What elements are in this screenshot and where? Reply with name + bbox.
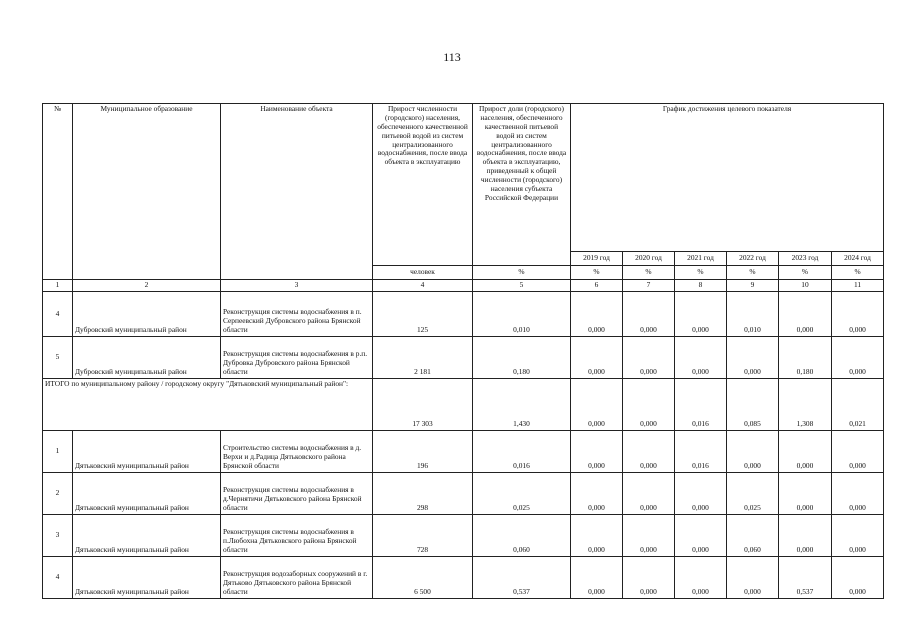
year-value: 0,000 — [571, 557, 623, 599]
municipality-name: Дятьковский муниципальный район — [73, 473, 221, 515]
row-number: 4 — [43, 557, 73, 599]
year-value: 0,016 — [675, 431, 727, 473]
table-row — [43, 292, 884, 337]
table-row — [43, 515, 884, 557]
header-growth-population: Прирост численности (городского) населения, обеспеченного качественной питьевой водой из систем централизованного водоснабжения, после ввода объекта в эксплуатацию — [373, 104, 473, 266]
year-value: 0,000 — [623, 515, 675, 557]
share-value: 0,010 — [473, 292, 571, 337]
header-no: № — [43, 104, 73, 280]
table-row — [43, 473, 884, 515]
year-value: 0,000 — [832, 473, 884, 515]
column-number: 10 — [779, 280, 832, 292]
total-row — [43, 379, 884, 431]
year-value: 0,000 — [675, 557, 727, 599]
municipality-name: Дятьковский муниципальный район — [73, 515, 221, 557]
column-number: 4 — [373, 280, 473, 292]
column-number: 6 — [571, 280, 623, 292]
municipality-name: Дубровский муниципальный район — [73, 292, 221, 337]
year-value: 0,021 — [832, 379, 884, 431]
municipality-name: Дубровский муниципальный район — [73, 337, 221, 379]
row-number: 4 — [43, 292, 73, 337]
year-value: 0,000 — [623, 337, 675, 379]
year-value: 0,000 — [675, 292, 727, 337]
year-header: 2023 год — [779, 252, 832, 266]
year-unit: % — [727, 266, 779, 280]
unit-percent: % — [473, 266, 571, 280]
municipality-name: Дятьковский муниципальный район — [73, 431, 221, 473]
share-value: 0,025 — [473, 473, 571, 515]
object-name: Реконструкция системы водоснабжения в п.Любохна Дятьковского района Брянской области — [221, 515, 373, 557]
object-name: Реконструкция системы водоснабжения в п. Серпеевский Дубровского района Брянской области — [221, 292, 373, 337]
people-value: 125 — [373, 292, 473, 337]
year-value: 0,000 — [623, 473, 675, 515]
year-value: 0,000 — [571, 337, 623, 379]
year-value: 0,000 — [727, 431, 779, 473]
year-header: 2019 год — [571, 252, 623, 266]
year-value: 0,000 — [675, 515, 727, 557]
year-value: 0,000 — [727, 337, 779, 379]
header-municipality: Муниципальное образование — [73, 104, 221, 280]
year-header: 2022 год — [727, 252, 779, 266]
year-value: 0,000 — [571, 431, 623, 473]
object-name: Реконструкция водозаборных сооружений в г. Дятьково Дятьковского района Брянской области — [221, 557, 373, 599]
year-value: 1,308 — [779, 379, 832, 431]
year-value: 0,016 — [675, 379, 727, 431]
year-value: 0,000 — [675, 473, 727, 515]
year-unit: % — [571, 266, 623, 280]
year-value: 0,000 — [832, 431, 884, 473]
people-value: 298 — [373, 473, 473, 515]
share-value: 0,016 — [473, 431, 571, 473]
year-value: 0,060 — [727, 515, 779, 557]
total-label: ИТОГО по муниципальному району / городскому округу "Дятьковский муниципальный район": — [43, 379, 373, 431]
year-unit: % — [832, 266, 884, 280]
people-value: 2 181 — [373, 337, 473, 379]
year-header: 2024 год — [832, 252, 884, 266]
object-name: Реконструкция системы водоснабжения в д.Чернятичи Дятьковского района Брянской области — [221, 473, 373, 515]
column-number: 2 — [73, 280, 221, 292]
year-value: 0,537 — [779, 557, 832, 599]
row-number: 5 — [43, 337, 73, 379]
year-value: 0,000 — [675, 337, 727, 379]
table-row — [43, 337, 884, 379]
year-value: 0,000 — [832, 557, 884, 599]
year-unit: % — [675, 266, 727, 280]
row-number: 1 — [43, 431, 73, 473]
column-number: 5 — [473, 280, 571, 292]
year-value: 0,000 — [571, 515, 623, 557]
people-value: 6 500 — [373, 557, 473, 599]
year-value: 0,000 — [623, 379, 675, 431]
table-row — [43, 431, 884, 473]
year-value: 0,180 — [779, 337, 832, 379]
year-value: 0,000 — [623, 557, 675, 599]
year-unit: % — [779, 266, 832, 280]
municipality-name: Дятьковский муниципальный район — [73, 557, 221, 599]
header-object: Наименование объекта — [221, 104, 373, 280]
year-value: 0,010 — [727, 292, 779, 337]
year-value: 0,000 — [779, 515, 832, 557]
year-unit: % — [623, 266, 675, 280]
people-value: 196 — [373, 431, 473, 473]
year-value: 0,000 — [571, 379, 623, 431]
year-value: 0,000 — [571, 473, 623, 515]
year-value: 0,000 — [571, 292, 623, 337]
share-value: 0,537 — [473, 557, 571, 599]
year-value: 0,000 — [779, 431, 832, 473]
year-value: 0,025 — [727, 473, 779, 515]
year-header: 2021 год — [675, 252, 727, 266]
share-value: 0,180 — [473, 337, 571, 379]
share-value: 1,430 — [473, 379, 571, 431]
year-value: 0,000 — [623, 431, 675, 473]
column-number: 7 — [623, 280, 675, 292]
column-number: 8 — [675, 280, 727, 292]
unit-people: человек — [373, 266, 473, 280]
year-value: 0,000 — [779, 292, 832, 337]
year-value: 0,000 — [832, 515, 884, 557]
column-number: 1 — [43, 280, 73, 292]
year-value: 0,000 — [779, 473, 832, 515]
people-value: 728 — [373, 515, 473, 557]
table-row — [43, 557, 884, 599]
year-value: 0,000 — [832, 337, 884, 379]
year-header: 2020 год — [623, 252, 675, 266]
year-value: 0,085 — [727, 379, 779, 431]
row-number: 2 — [43, 473, 73, 515]
year-value: 0,000 — [832, 292, 884, 337]
target-indicator-table — [42, 103, 884, 599]
row-number: 3 — [43, 515, 73, 557]
object-name: Строительство системы водоснабжения в д. Верхи и д.Радица Дятьковского района Брянской области — [221, 431, 373, 473]
column-number: 9 — [727, 280, 779, 292]
column-number: 11 — [832, 280, 884, 292]
year-value: 0,000 — [727, 557, 779, 599]
year-value: 0,000 — [623, 292, 675, 337]
column-number: 3 — [221, 280, 373, 292]
share-value: 0,060 — [473, 515, 571, 557]
object-name: Реконструкция системы водоснабжения в р.п. Дубровка Дубровского района Брянской области — [221, 337, 373, 379]
header-schedule: График достижения целевого показателя — [571, 104, 884, 252]
people-value: 17 303 — [373, 379, 473, 431]
page-number: 113 — [443, 50, 461, 64]
header-growth-share: Прирост доли (городского) населения, обеспеченного качественной питьевой водой из систем централизованного водоснабжения, после ввода объекта в эксплуатацию, приведенный к общей численности (городского) населения субъекта Российской Федерации — [473, 104, 571, 266]
